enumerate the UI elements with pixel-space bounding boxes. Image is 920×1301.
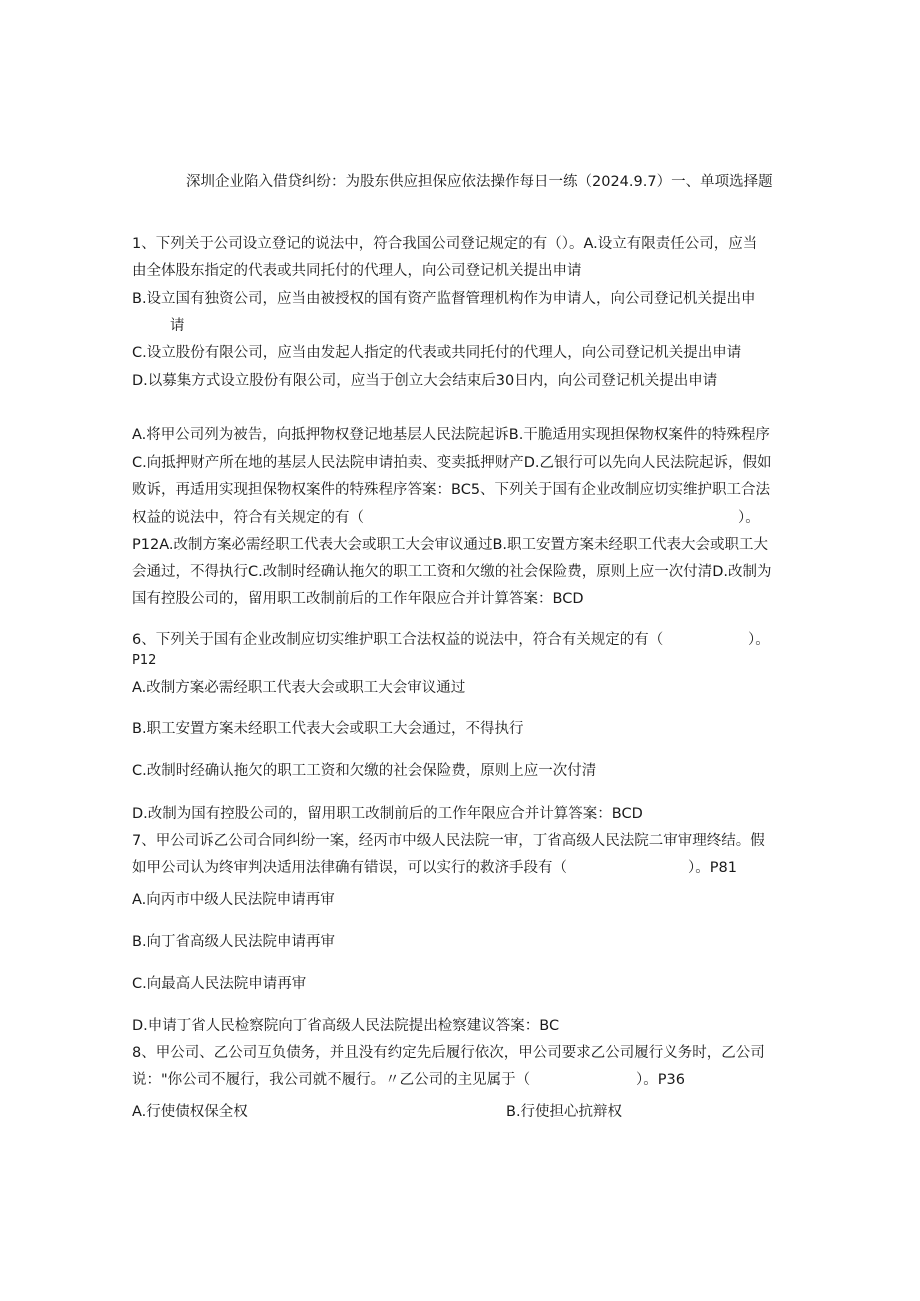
q6-option-c: C.改制时经确认拖欠的职工工资和欠缴的社会保险费，原则上应一次付清 <box>132 763 597 779</box>
block2-line-4b: ）。 <box>738 510 760 526</box>
block2-line-1: A.将甲公司列为被告，向抵押物权登记地基层人民法院起诉B.干脆适用实现担保物权案件的特殊程序 <box>132 427 770 443</box>
q1-option-c: C.设立股份有限公司，应当由发起人指定的代表或共同托付的代理人，向公司登记机关提出申请 <box>132 345 742 361</box>
block2-line-7: 国有控股公司的，留用职工改制前后的工作年限应合并计算答案：BCD <box>132 591 584 607</box>
q7-line-2b: ）。P81 <box>688 860 737 876</box>
q1-option-b-cont: 请 <box>170 318 185 334</box>
q7-option-b: B.向丁省高级人民法院申请再审 <box>132 934 336 950</box>
q7-option-d: D.申请丁省人民检察院向丁省高级人民法院提出检察建议答案：BC <box>132 1018 560 1034</box>
q8-option-a: A.行使债权保全权 <box>132 1104 248 1120</box>
q7-line-1: 7、甲公司诉乙公司合同纠纷一案，经丙市中级人民法院一审，丁省高级人民法院二审审理终结。假 <box>132 833 765 849</box>
document-title: 深圳企业陷入借贷纠纷：为股东供应担保应依法操作每日一练（2024.9.7）一、单项选择题 <box>186 174 773 190</box>
block2-line-4a: 权益的说法中，符合有关规定的有（ <box>132 510 364 526</box>
block2-line-5: P12A.改制方案必需经职工代表大会或职工大会审议通过B.职工安置方案未经职工代表大会或职工大 <box>132 537 769 553</box>
block2-line-3: 败诉，再适用实现担保物权案件的特殊程序答案：BC5、下列关于国有企业改制应切实维护职工合法 <box>132 482 771 498</box>
q7-line-2a: 如甲公司认为终审判决适用法律确有错误，可以实行的救济手段有（ <box>132 860 567 876</box>
q8-line-2b: ）。P36 <box>636 1072 685 1088</box>
q8-line-1: 8、甲公司、乙公司互负债务，并且没有约定先后履行依次，甲公司要求乙公司履行义务时，乙公司 <box>132 1045 765 1061</box>
q6-option-a: A.改制方案必需经职工代表大会或职工大会审议通过 <box>132 680 466 696</box>
q7-option-a: A.向丙市中级人民法院申请再审 <box>132 892 335 908</box>
q6-option-b: B.职工安置方案未经职工代表大会或职工大会通过，不得执行 <box>132 721 524 737</box>
q1-line-1: 1、下列关于公司设立登记的说法中，符合我国公司登记规定的有（）。A.设立有限责任公司，应当 <box>132 236 758 252</box>
q8-line-2a: 说："你公司不履行，我公司就不履行。〃乙公司的主见属于（ <box>132 1072 531 1088</box>
q7-option-c: C.向最高人民法院申请再审 <box>132 976 307 992</box>
block2-line-2: C.向抵押财产所在地的基层人民法院申请拍卖、变卖抵押财产D.乙银行可以先向人民法院起诉，假如 <box>132 455 772 471</box>
q6-stem-b: ）。 <box>748 632 770 648</box>
q1-line-2: 由全体股东指定的代表或共同托付的代理人，向公司登记机关提出申请 <box>132 263 582 279</box>
block2-line-6: 会通过，不得执行C.改制时经确认拖欠的职工工资和欠缴的社会保险费，原则上应一次付清D.改制为 <box>132 564 772 580</box>
q8-option-b: B.行使担心抗辩权 <box>506 1104 623 1120</box>
q6-option-d: D.改制为国有控股公司的，留用职工改制前后的工作年限应合并计算答案：BCD <box>132 806 643 822</box>
q1-option-b: B.设立国有独资公司，应当由被授权的国有资产监督管理机构作为申请人，向公司登记机关提出申 <box>132 291 756 307</box>
q1-option-d: D.以募集方式设立股份有限公司，应当于创立大会结束后30日内，向公司登记机关提出申请 <box>132 373 718 389</box>
q6-stem-a: 6、下列关于国有企业改制应切实维护职工合法权益的说法中，符合有关规定的有（ <box>132 632 664 648</box>
q6-page-ref: P12 <box>132 653 157 668</box>
